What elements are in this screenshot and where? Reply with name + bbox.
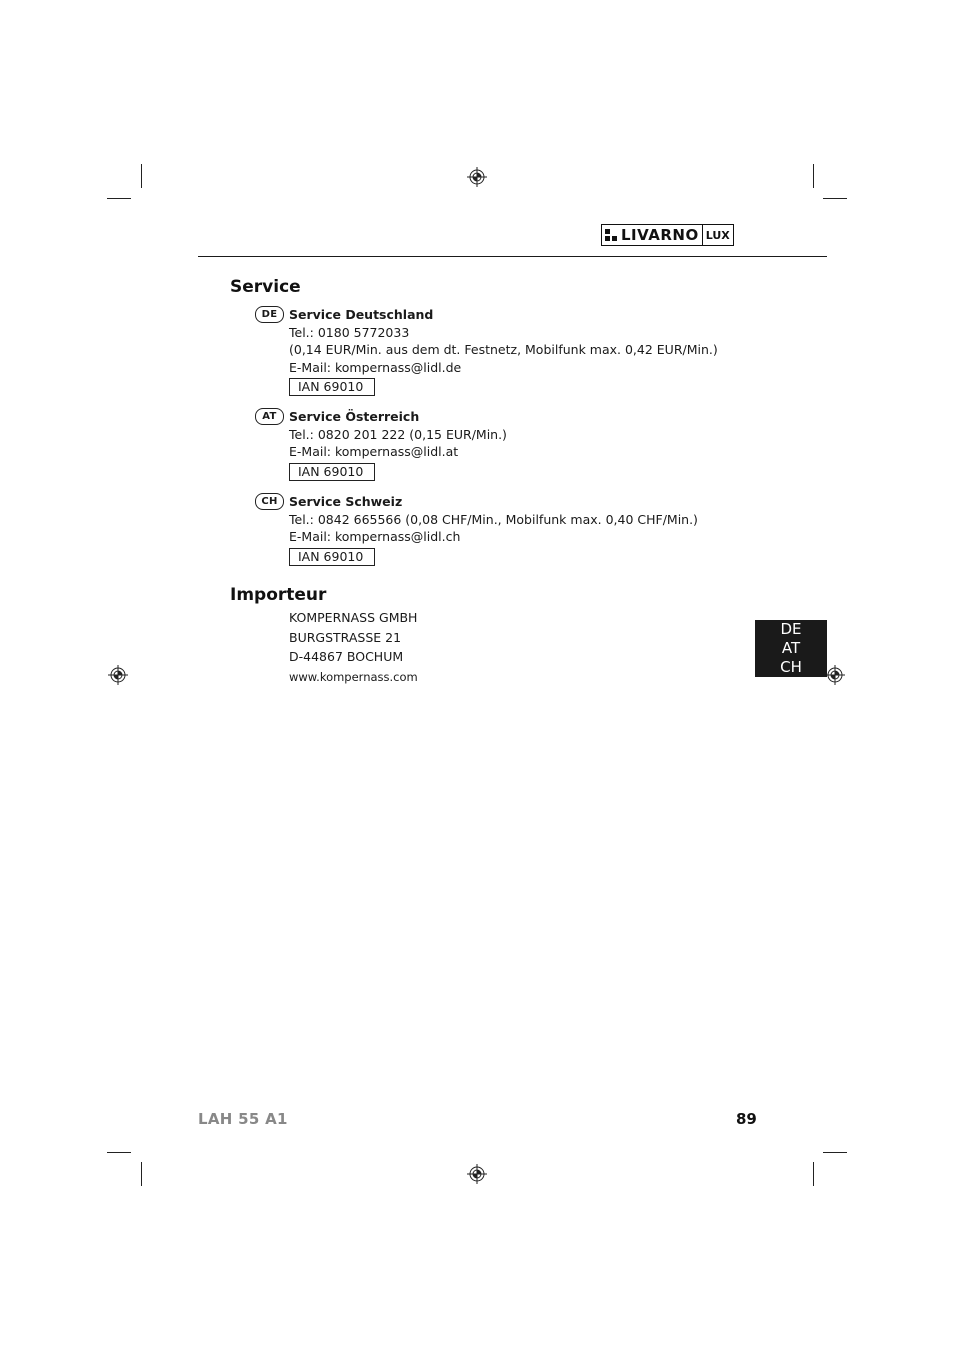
logo-sub-text: LUX [703, 224, 734, 246]
footer-model: LAH 55 A1 [198, 1110, 288, 1128]
service-title: Service [230, 277, 301, 297]
registration-mark-icon [467, 1164, 487, 1184]
importeur-website: www.kompernass.com [289, 669, 418, 684]
crop-mark [813, 1162, 814, 1186]
logo-mark-icon [605, 229, 617, 241]
crop-mark [107, 198, 131, 199]
service-email: E-Mail: kompernass@lidl.at [289, 444, 459, 459]
country-badge: AT [255, 408, 284, 425]
registration-mark-icon [108, 665, 128, 685]
lang-code: CH [780, 658, 802, 676]
country-badge: DE [255, 306, 284, 323]
crop-mark [141, 164, 142, 188]
ian-box: IAN 69010 [289, 378, 375, 396]
page-number: 89 [736, 1110, 757, 1128]
ian-box: IAN 69010 [289, 548, 375, 566]
header-rule [198, 256, 827, 257]
service-rate-note: (0,14 EUR/Min. aus dem dt. Festnetz, Mobilfunk max. 0,42 EUR/Min.) [289, 342, 718, 357]
registration-mark-icon [825, 665, 845, 685]
lang-code: DE [780, 620, 802, 638]
registration-mark-icon [467, 167, 487, 187]
importeur-city: D-44867 BOCHUM [289, 649, 404, 664]
service-phone: Tel.: 0820 201 222 (0,15 EUR/Min.) [289, 426, 507, 442]
service-email: E-Mail: kompernass@lidl.de [289, 359, 462, 375]
logo-text: LIVARNO [621, 226, 699, 244]
crop-mark [823, 198, 847, 199]
service-phone: Tel.: 0842 665566 (0,08 CHF/Min., Mobilfunk max. 0,40 CHF/Min.) [289, 511, 698, 527]
ian-box: IAN 69010 [289, 463, 375, 481]
logo-main-box [601, 224, 703, 246]
language-tab [755, 620, 827, 677]
importeur-title: Importeur [230, 585, 327, 605]
country-badge: CH [255, 493, 284, 510]
service-phone: Tel.: 0180 5772033 [289, 324, 410, 340]
importeur-street: BURGSTRASSE 21 [289, 629, 402, 645]
importeur-address [289, 608, 418, 687]
service-heading: Service Österreich [289, 409, 420, 424]
lang-code: AT [781, 639, 801, 657]
brand-logo [601, 224, 734, 246]
crop-mark [823, 1152, 847, 1153]
crop-mark [813, 164, 814, 188]
importeur-company: KOMPERNASS GMBH [289, 610, 418, 625]
service-email: E-Mail: kompernass@lidl.ch [289, 529, 461, 544]
service-heading: Service Deutschland [289, 307, 434, 322]
crop-mark [107, 1152, 131, 1153]
crop-mark [141, 1162, 142, 1186]
service-heading: Service Schweiz [289, 494, 403, 509]
